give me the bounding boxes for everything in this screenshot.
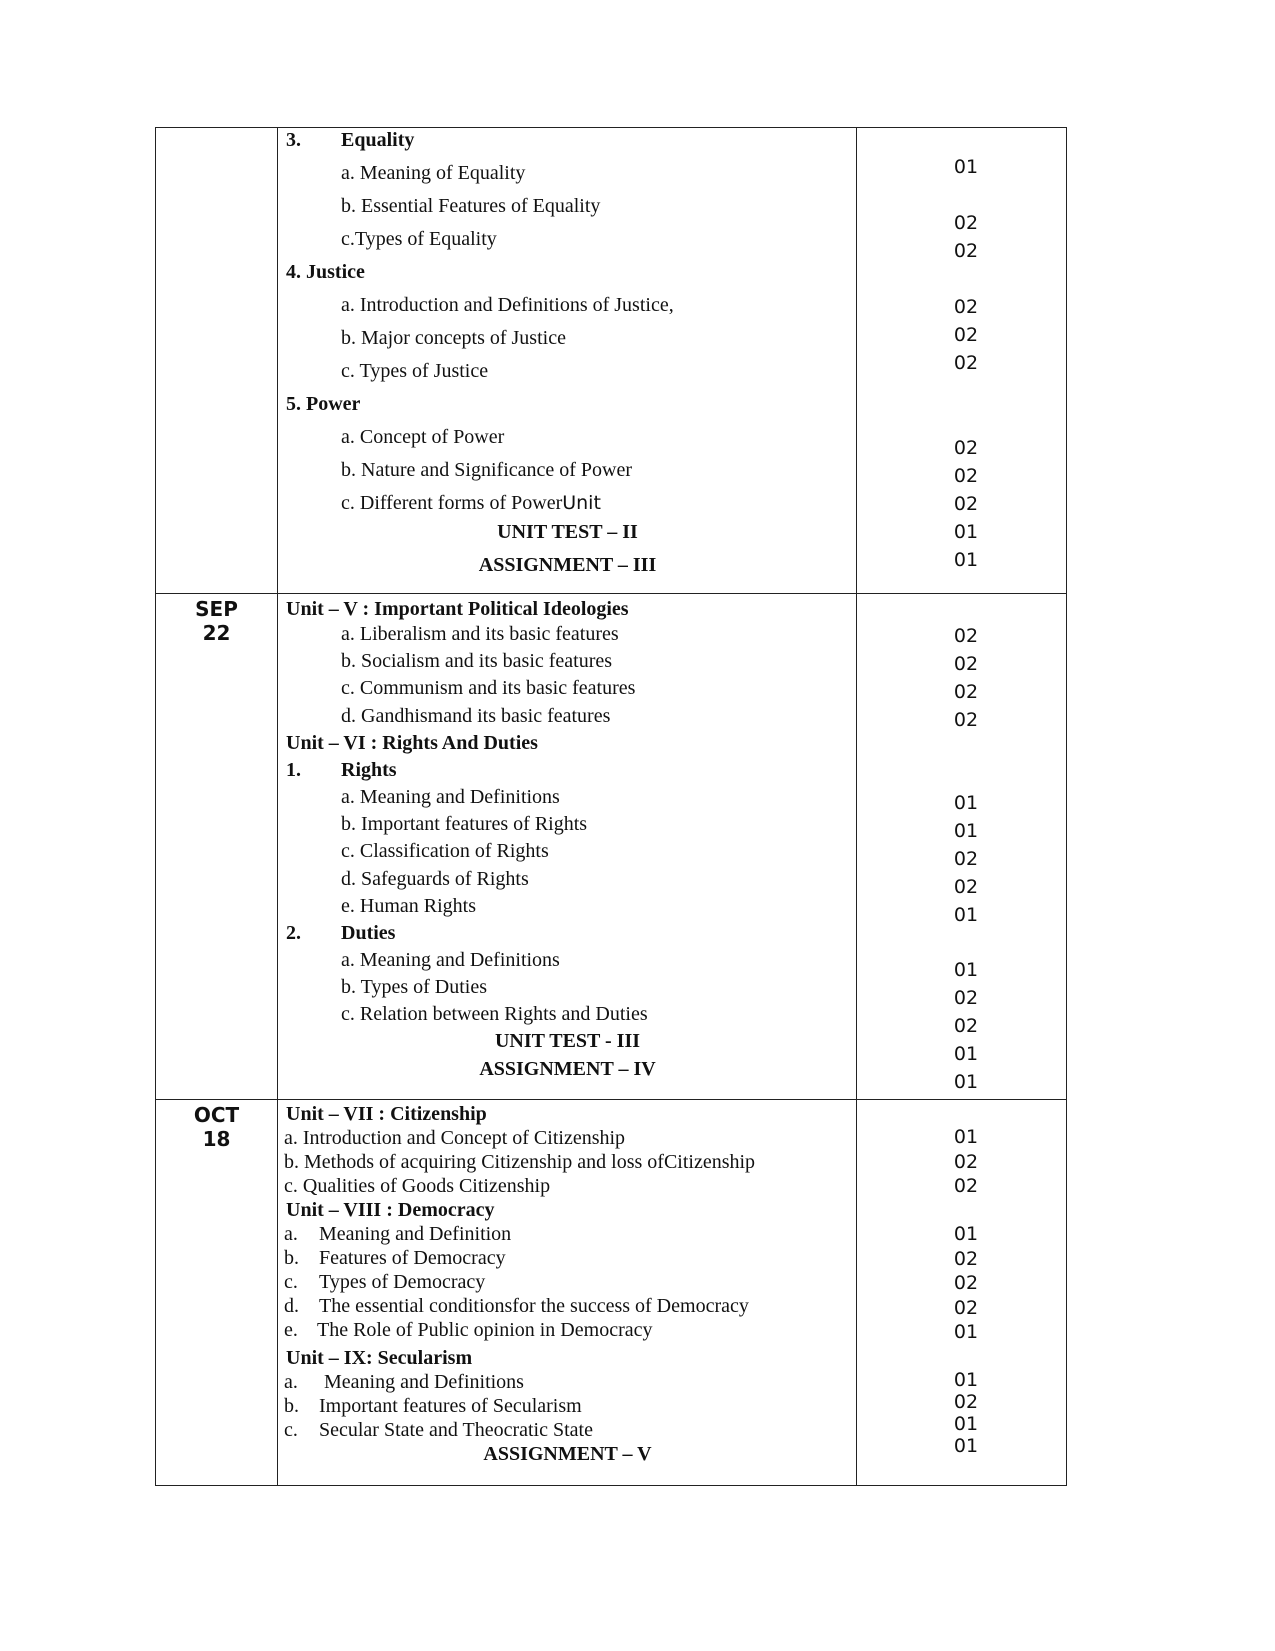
section-title-equality: Equality bbox=[341, 129, 415, 151]
list-item: b. Nature and Significance of Power bbox=[341, 459, 633, 481]
unit-title: Unit – V : Important Political Ideologies bbox=[286, 598, 629, 620]
unit-title: Unit – VI : Rights And Duties bbox=[286, 732, 538, 754]
list-item: b. Essential Features of Equality bbox=[341, 195, 601, 217]
hours-value: 02 bbox=[953, 653, 979, 675]
assignment-label: ASSIGNMENT – IV bbox=[479, 1058, 656, 1080]
hours-value: 02 bbox=[953, 437, 979, 459]
list-item: a. Introduction and Definitions of Justice, bbox=[341, 294, 674, 316]
hours-value: 01 bbox=[953, 1071, 979, 1093]
unit-title: Unit – VII : Citizenship bbox=[286, 1103, 487, 1125]
hours-value: 02 bbox=[953, 1151, 979, 1173]
list-item: Important features of Secularism bbox=[319, 1395, 582, 1417]
list-item bbox=[341, 491, 601, 515]
list-item: a. Introduction and Concept of Citizenship bbox=[284, 1127, 626, 1149]
list-letter: d. bbox=[284, 1295, 299, 1317]
assignment-label: ASSIGNMENT – V bbox=[483, 1443, 652, 1465]
unit-title: Unit – IX: Secularism bbox=[286, 1347, 473, 1369]
unit-test-label: UNIT TEST – II bbox=[497, 521, 638, 543]
list-item: a. Liberalism and its basic features bbox=[341, 623, 619, 645]
hours-value: 01 bbox=[953, 959, 979, 981]
table-row-oct bbox=[156, 1099, 1066, 1485]
list-item: c. Relation between Rights and Duties bbox=[341, 1003, 648, 1025]
section-number: 1. bbox=[286, 759, 301, 781]
hours-value: 01 bbox=[953, 1223, 979, 1245]
list-letter: a. bbox=[284, 1223, 298, 1245]
section-title-duties: Duties bbox=[341, 922, 396, 944]
month-label: SEP bbox=[195, 597, 238, 621]
list-item: a. Meaning and Definitions bbox=[341, 949, 560, 971]
list-letter: e. bbox=[284, 1319, 298, 1341]
list-letter: b. bbox=[284, 1395, 299, 1417]
hours-value: 02 bbox=[953, 625, 979, 647]
hours-value: 02 bbox=[953, 1248, 979, 1270]
month-label: OCT bbox=[193, 1103, 240, 1127]
hours-value: 01 bbox=[953, 820, 979, 842]
list-item: b. Major concepts of Justice bbox=[341, 327, 566, 349]
stray-text: Unit bbox=[562, 492, 601, 514]
section-title-power: 5. Power bbox=[286, 393, 361, 415]
list-item: d. Gandhismand its basic features bbox=[341, 705, 611, 727]
list-item: Secular State and Theocratic State bbox=[319, 1419, 593, 1441]
hours-value: 01 bbox=[953, 521, 979, 543]
list-letter: a. bbox=[284, 1371, 298, 1393]
list-item: c. Qualities of Goods Citizenship bbox=[284, 1175, 551, 1197]
hours-value: 01 bbox=[953, 904, 979, 926]
list-item: a. Concept of Power bbox=[341, 426, 505, 448]
list-item: The Role of Public opinion in Democracy bbox=[317, 1319, 653, 1341]
hours-value: 01 bbox=[953, 549, 979, 571]
hours-value: 02 bbox=[953, 1175, 979, 1197]
list-item: c.Types of Equality bbox=[341, 228, 497, 250]
list-item: a. Meaning and Definitions bbox=[341, 786, 560, 808]
list-item: c. Classification of Rights bbox=[341, 840, 549, 862]
hours-value: 02 bbox=[953, 987, 979, 1009]
list-letter: c. bbox=[284, 1419, 298, 1441]
hours-value: 01 bbox=[953, 1369, 979, 1391]
section-title-rights: Rights bbox=[341, 759, 397, 781]
hours-value: 02 bbox=[953, 1391, 979, 1413]
hours-value: 02 bbox=[953, 493, 979, 515]
list-item: b. Important features of Rights bbox=[341, 813, 588, 835]
hours-value: 02 bbox=[953, 352, 979, 374]
hours-value: 02 bbox=[953, 240, 979, 262]
section-number: 3. bbox=[286, 129, 301, 151]
list-item: d. Safeguards of Rights bbox=[341, 868, 529, 890]
hours-value: 02 bbox=[953, 681, 979, 703]
hours-value: 01 bbox=[953, 156, 979, 178]
hours-value: 02 bbox=[953, 1272, 979, 1294]
hours-value: 01 bbox=[953, 1043, 979, 1065]
assignment-label: ASSIGNMENT – III bbox=[478, 554, 657, 576]
list-item: The essential conditionsfor the success of Democracy bbox=[319, 1295, 749, 1317]
hours-value: 02 bbox=[953, 465, 979, 487]
list-item: b. Methods of acquiring Citizenship and loss ofCitizenship bbox=[284, 1151, 756, 1173]
table-row-sep bbox=[156, 593, 1066, 1099]
list-item: b. Types of Duties bbox=[341, 976, 487, 998]
section-title-justice: 4. Justice bbox=[286, 261, 365, 283]
hours-value: 02 bbox=[953, 848, 979, 870]
list-item: c. Types of Justice bbox=[341, 360, 489, 382]
hours-value: 01 bbox=[953, 1321, 979, 1343]
list-item-text: c. Different forms of Power bbox=[341, 492, 563, 514]
hours-value: 02 bbox=[953, 296, 979, 318]
list-item: Types of Democracy bbox=[319, 1271, 486, 1293]
hours-value: 02 bbox=[953, 709, 979, 731]
hours-value: 01 bbox=[953, 1413, 979, 1435]
hours-value: 01 bbox=[953, 792, 979, 814]
hours-value: 02 bbox=[953, 876, 979, 898]
unit-title: Unit – VIII : Democracy bbox=[286, 1199, 495, 1221]
syllabus-table bbox=[155, 127, 1067, 1486]
day-label: 22 bbox=[202, 621, 231, 645]
hours-value: 02 bbox=[953, 1015, 979, 1037]
table-row-continued bbox=[156, 128, 1066, 593]
day-label: 18 bbox=[202, 1127, 231, 1151]
list-item: b. Socialism and its basic features bbox=[341, 650, 613, 672]
hours-value: 01 bbox=[953, 1126, 979, 1148]
list-item: Meaning and Definition bbox=[319, 1223, 512, 1245]
list-letter: b. bbox=[284, 1247, 299, 1269]
hours-value: 02 bbox=[953, 212, 979, 234]
hours-value: 02 bbox=[953, 324, 979, 346]
list-item: a. Meaning of Equality bbox=[341, 162, 526, 184]
section-number: 2. bbox=[286, 922, 301, 944]
unit-test-label: UNIT TEST - III bbox=[494, 1030, 641, 1052]
list-letter: c. bbox=[284, 1271, 298, 1293]
list-item: Features of Democracy bbox=[319, 1247, 506, 1269]
list-item: c. Communism and its basic features bbox=[341, 677, 636, 699]
hours-value: 01 bbox=[953, 1435, 979, 1457]
list-item: e. Human Rights bbox=[341, 895, 476, 917]
list-item: Meaning and Definitions bbox=[324, 1371, 524, 1393]
hours-value: 02 bbox=[953, 1297, 979, 1319]
